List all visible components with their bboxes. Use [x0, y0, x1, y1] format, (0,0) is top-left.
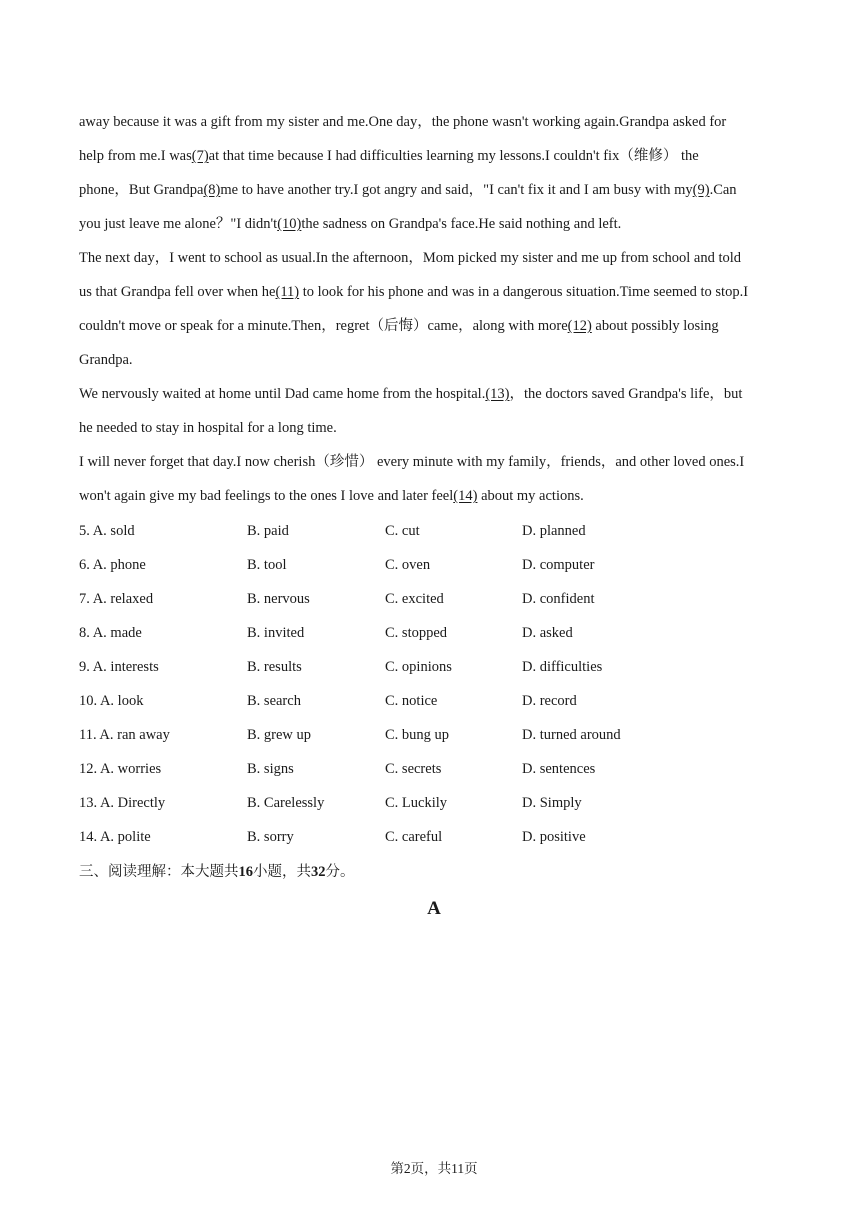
paragraph-1	[79, 105, 791, 241]
text-span: ，the doctors saved Grandpa's life，but	[509, 386, 743, 402]
option-d: D. positive	[522, 829, 586, 845]
question-row	[79, 582, 791, 616]
question-row	[79, 820, 791, 854]
option-c: C. careful	[385, 829, 443, 845]
option-d: D. record	[522, 693, 577, 709]
text-line	[79, 309, 791, 343]
option-d: D. planned	[522, 523, 586, 539]
paragraph-3	[79, 377, 791, 445]
option-c: C. stopped	[385, 625, 448, 641]
text-span: .Can	[709, 182, 737, 198]
option-c: C. notice	[385, 693, 438, 709]
option-d: D. confident	[522, 591, 595, 607]
text-line	[79, 275, 791, 309]
text-span: We nervously waited at home until Dad came home from the hospital.	[79, 386, 486, 402]
option-c: C. opinions	[385, 659, 452, 675]
text-span: us that Grandpa fell over when he	[79, 284, 276, 300]
question-row	[79, 616, 791, 650]
blank-11: (11)	[275, 284, 300, 300]
text-span: the sadness on Grandpa's face.He said nothing and left.	[301, 216, 622, 232]
option-a: 10. A. look	[79, 693, 144, 709]
text-span: help from me.I was	[79, 148, 192, 164]
option-c: C. excited	[385, 591, 444, 607]
text-line	[79, 139, 791, 173]
option-b: B. sorry	[247, 829, 294, 845]
blank-8: (8)	[203, 182, 221, 198]
page-footer: 第2页，共11页	[390, 1161, 478, 1176]
blank-9: (9)	[692, 182, 710, 198]
option-a: 14. A. polite	[79, 829, 151, 845]
option-a: 12. A. worries	[79, 761, 162, 777]
text-line: he needed to stay in hospital for a long time.	[79, 420, 337, 436]
option-a: 5. A. sold	[79, 523, 135, 539]
option-b: B. tool	[247, 557, 287, 573]
total-score: 32	[311, 864, 326, 880]
paragraph-2	[79, 241, 791, 377]
text-span: about possibly losing	[591, 318, 719, 334]
question-row	[79, 752, 791, 786]
question-row	[79, 786, 791, 820]
question-row	[79, 650, 791, 684]
option-b: B. invited	[247, 625, 305, 641]
text-span: you just leave me alone？"I didn't	[79, 216, 278, 232]
option-c: C. secrets	[385, 761, 442, 777]
text-line: away because it was a gift from my sister and me.One day，the phone wasn't working again.Grandpa asked for	[79, 114, 727, 130]
text-line: The next day，I went to school as usual.In the afternoon，Mom picked my sister and me up from school and told	[79, 250, 742, 266]
option-b: B. signs	[247, 761, 294, 777]
option-a: 9. A. interests	[79, 659, 159, 675]
option-a: 6. A. phone	[79, 557, 146, 573]
question-row	[79, 548, 791, 582]
question-row	[79, 718, 791, 752]
option-a: 8. A. made	[79, 625, 142, 641]
text-span: at that time because I had difficulties learning my lessons.I couldn't fix（维修） the	[208, 148, 699, 164]
text-line	[79, 173, 791, 207]
option-a: 7. A. relaxed	[79, 591, 154, 607]
section-heading	[79, 858, 355, 886]
paragraph-4	[79, 445, 791, 513]
option-d: D. asked	[522, 625, 573, 641]
option-c: C. Luckily	[385, 795, 448, 811]
text-span: to look for his phone and was in a dangerous situation.Time seemed to stop.I	[299, 284, 749, 300]
text-line	[79, 207, 791, 241]
option-d: D. computer	[522, 557, 595, 573]
option-b: B. paid	[247, 523, 289, 539]
option-b: B. Carelessly	[247, 795, 325, 811]
blank-7: (7)	[191, 148, 209, 164]
option-a: 11. A. ran away	[79, 727, 170, 743]
blank-12: (12)	[567, 318, 592, 334]
part-label: A	[427, 898, 441, 919]
text-line: I will never forget that day.I now cherish（珍惜） every minute with my family，friends，and other loved ones.I	[79, 454, 745, 470]
option-c: C. bung up	[385, 727, 450, 743]
option-a: 13. A. Directly	[79, 795, 166, 811]
text-span: couldn't move or speak for a minute.Then，regret（后悔）came，along with more	[79, 318, 568, 334]
question-row	[79, 684, 791, 718]
option-b: B. grew up	[247, 727, 312, 743]
option-d: D. sentences	[522, 761, 596, 777]
blank-14: (14)	[453, 488, 478, 504]
text-line	[79, 479, 791, 513]
blank-13: (13)	[485, 386, 510, 402]
option-c: C. cut	[385, 523, 420, 539]
question-count: 16	[238, 864, 253, 880]
heading-text: 小题，共	[253, 864, 311, 880]
option-d: D. Simply	[522, 795, 582, 811]
option-c: C. oven	[385, 557, 431, 573]
text-line	[79, 377, 791, 411]
option-d: D. turned around	[522, 727, 621, 743]
option-b: B. nervous	[247, 591, 310, 607]
option-b: B. search	[247, 693, 301, 709]
heading-text: 三、阅读理解：本大题共	[79, 864, 239, 880]
text-span: about my actions.	[477, 488, 584, 504]
option-d: D. difficulties	[522, 659, 603, 675]
option-b: B. results	[247, 659, 302, 675]
text-span: won't again give my bad feelings to the ones I love and later feel	[79, 488, 454, 504]
question-row	[79, 514, 791, 548]
text-span: me to have another try.I got angry and said，"I can't fix it and I am busy with my	[220, 182, 693, 198]
text-line: Grandpa.	[79, 352, 133, 368]
text-span: phone，But Grandpa	[79, 182, 204, 198]
heading-text: 分。	[325, 864, 355, 880]
blank-10: (10)	[277, 216, 302, 232]
